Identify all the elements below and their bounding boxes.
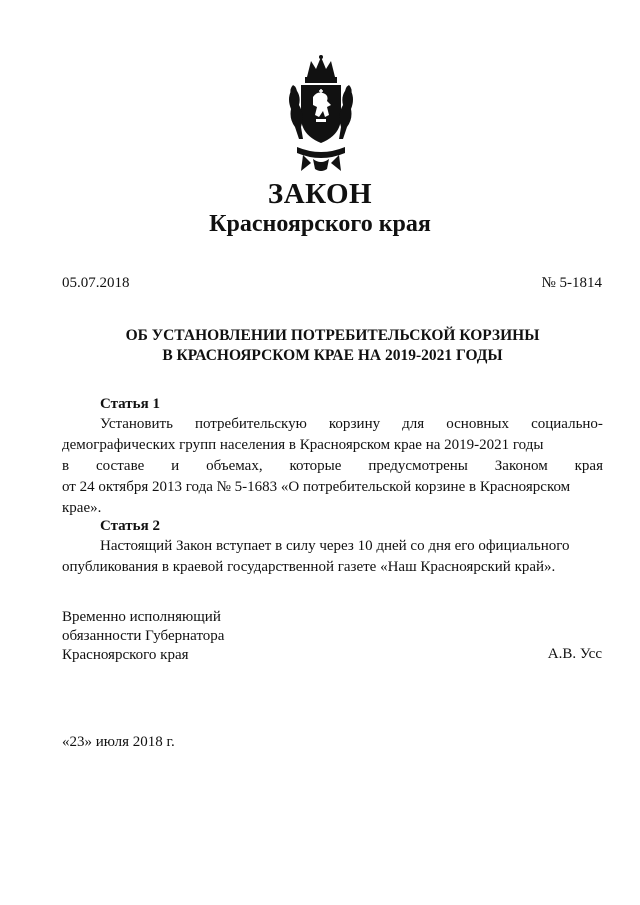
word: в bbox=[62, 458, 70, 474]
word: Законом bbox=[494, 458, 548, 474]
word: и bbox=[171, 458, 180, 474]
word: составе bbox=[96, 458, 145, 474]
article-1-line: крае». bbox=[62, 500, 102, 516]
article-1-line bbox=[62, 414, 603, 435]
document-subtitle: Красноярского края bbox=[209, 211, 431, 237]
article-2-text bbox=[62, 536, 603, 578]
article-1-line bbox=[62, 456, 603, 477]
signing-date: «23» июля 2018 г. bbox=[62, 734, 175, 750]
signer-title-line: обязанности Губернатора bbox=[62, 628, 225, 644]
word: Установить bbox=[100, 416, 173, 432]
word: потребительскую bbox=[194, 416, 307, 432]
word: для bbox=[402, 416, 425, 432]
article-1-text bbox=[62, 414, 603, 519]
law-heading-line: В КРАСНОЯРСКОМ КРАЕ НА 2019-2021 ГОДЫ bbox=[162, 347, 503, 364]
word: которые bbox=[289, 458, 342, 474]
article-2-label: Статья 2 bbox=[100, 518, 160, 534]
article-1-line: от 24 октября 2013 года № 5-1683 «О потребительской корзине в Красноярском bbox=[62, 479, 571, 495]
word: социально- bbox=[531, 416, 603, 432]
signer-title bbox=[62, 608, 224, 665]
signer-title-line: Временно исполняющий bbox=[62, 609, 221, 625]
article-1-label: Статья 1 bbox=[100, 396, 160, 412]
word: основных bbox=[446, 416, 510, 432]
law-heading-line: ОБ УСТАНОВЛЕНИИ ПОТРЕБИТЕЛЬСКОЙ КОРЗИНЫ bbox=[125, 327, 540, 344]
law-date: 05.07.2018 bbox=[62, 275, 130, 291]
signer-name: А.В. Усс bbox=[547, 646, 602, 662]
signer-title-line: Красноярского края bbox=[62, 647, 189, 663]
article-1-line: демографических групп населения в Красноярском крае на 2019-2021 годы bbox=[62, 437, 544, 453]
article-2-line: опубликования в краевой государственной газете «Наш Красноярский край». bbox=[62, 559, 556, 575]
word: объемах, bbox=[206, 458, 263, 474]
word: предусмотрены bbox=[368, 458, 468, 474]
document-title: ЗАКОН bbox=[267, 178, 373, 210]
law-heading bbox=[60, 326, 605, 366]
word: корзину bbox=[328, 416, 381, 432]
law-number: № 5-1814 bbox=[541, 275, 602, 291]
word: края bbox=[574, 458, 603, 474]
article-2-line: Настоящий Закон вступает в силу через 10 дней со дня его официального bbox=[100, 538, 570, 554]
krasnoyarsk-coat-of-arms-icon bbox=[283, 55, 359, 175]
